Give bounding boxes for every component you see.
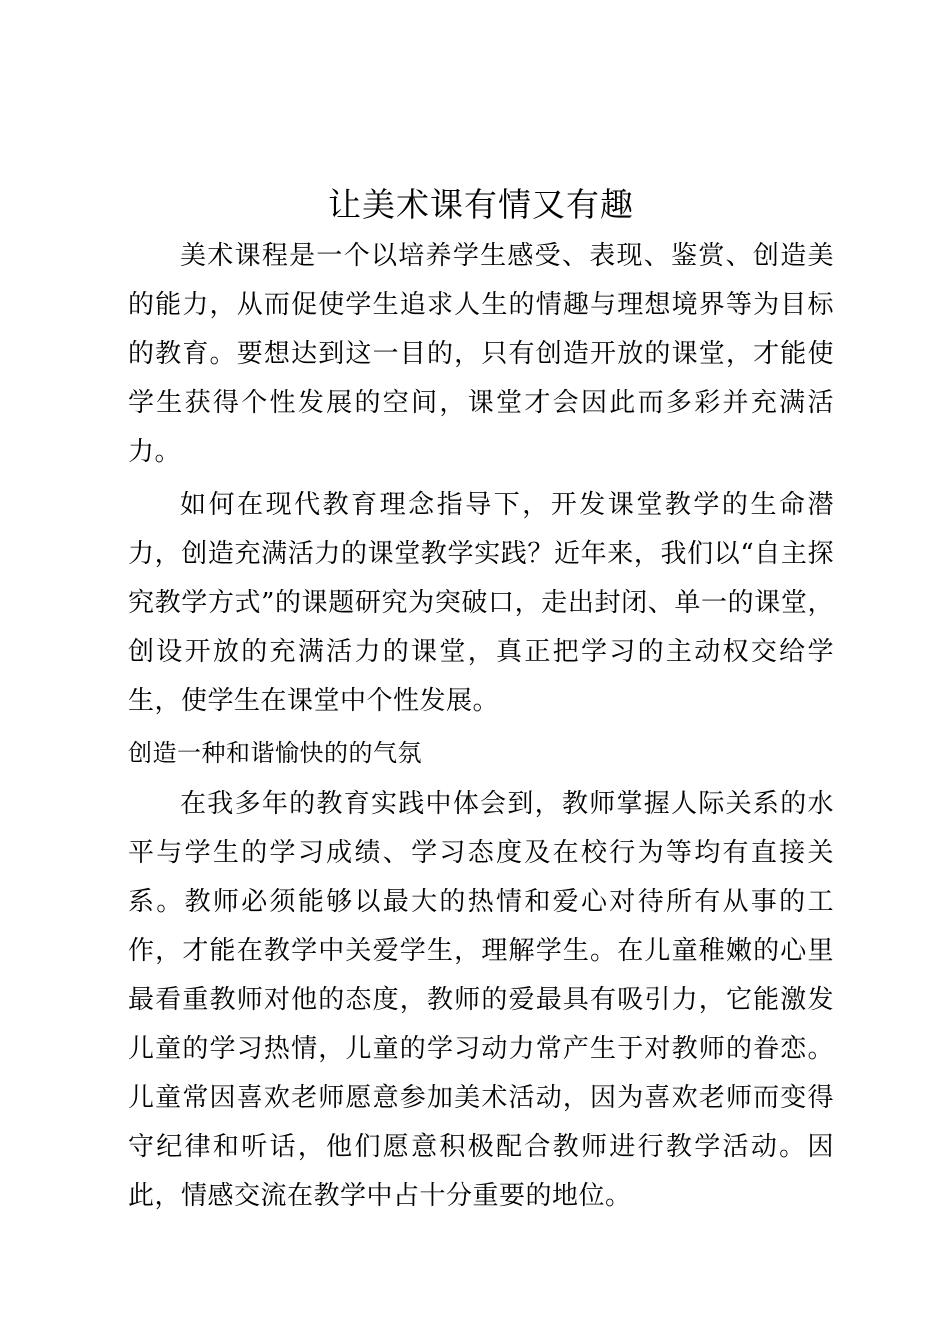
- document-body: [128, 178, 834, 1225]
- paragraph-question: 如何在现代教育理念指导下，开发课堂教学的生命潜力，创造充满活力的课堂教学实践？近年来，我们以“自主探究教学方式”的课题研究为突破口，走出封闭、单一的课堂，创设开放的充满活力的课堂，真正把学习的主动权交给学生，使学生在课堂中个性发展。: [128, 490, 834, 716]
- section-heading: 创造一种和谐愉快的的气氛: [128, 739, 422, 767]
- paragraph-practice: 在我多年的教育实践中体会到，教师掌握人际关系的水平与学生的学习成绩、学习态度及在校行为等均有直接关系。教师必须能够以最大的热情和爱心对待所有从事的工作，才能在教学中关爱学生，理解学生。在儿童稚嫩的心里最看重教师对他的态度，教师的爱最具有吸引力，它能激发儿童的学习热情，儿童的学习动力常产生于对教师的眷恋。儿童常因喜欢老师愿意参加美术活动，因为喜欢老师而变得守纪律和听话，他们愿意积极配合教师进行教学活动。因此，情感交流在教学中占十分重要的地位。: [128, 789, 834, 1211]
- paragraph-intro: 美术课程是一个以培养学生感受、表现、鉴赏、创造美的能力，从而促使学生追求人生的情趣与理想境界等为目标的教育。要想达到这一目的，只有创造开放的课堂，才能使学生获得个性发展的空间，课堂才会因此而多彩并充满活力。: [128, 241, 834, 467]
- document-title: 让美术课有情又有趣: [328, 185, 634, 224]
